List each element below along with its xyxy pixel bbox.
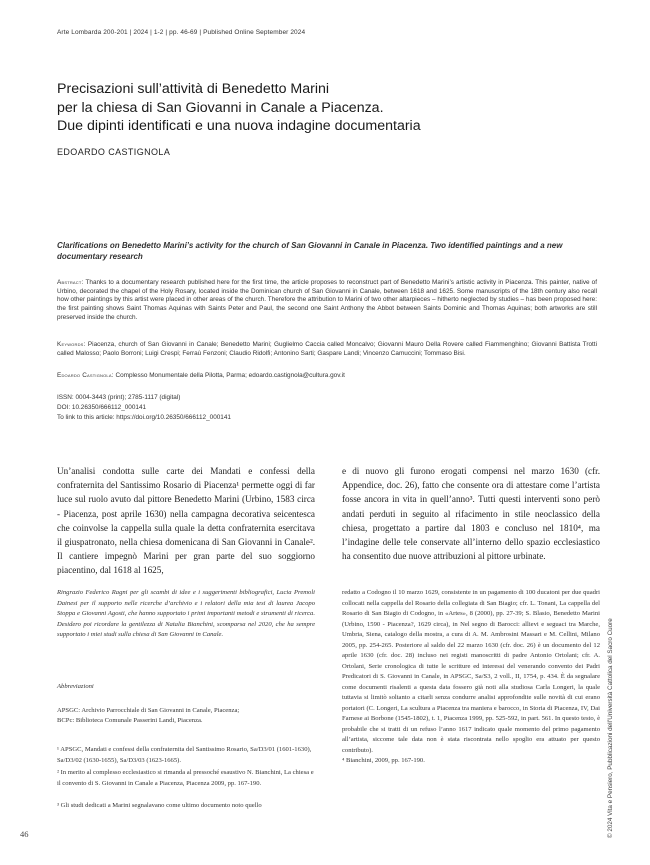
- copyright-side-text: © 2024 Vita e Pensiero, Pubblicazioni dell’Università Cattolica del Sacro Cuore: [607, 618, 614, 838]
- abstract-text: Thanks to a documentary research published here for the first time, the article proposes to reconstruct part of Benedetto Marini’s artistic activity in Piacenza. This painter, native of Urbino, decorated the chapel of the Holy Rosary, located inside the Dominican church of San Giovanni in Canale, between 1618 and 1625. Some manuscripts of the 18th century also recall how other paintings by this artist were placed in other areas of the church. Therefore the attribution to Marini of two other altarpieces – hitherto neglected by studies – has been proposed here: the first painting shows Saint Thomas Aquinas with Saints Peter and Paul, the second one Saint Anthony the Abbot between Saints Dominic and Thomas Aquinas; both artworks are still preserved inside the church.: [57, 279, 597, 321]
- body-paragraph: Un’analisi condotta sulle carte dei Mandati e confessi della confraternita del Santissimo Rosario di Piacenza¹ permette oggi di far luce sul ruolo avuto dal pittore Benedetto Marini (Urbino, 1583 circa - Piacenza, post aprile 1630) nella campagna decorativa seicentesca che coinvolse la cappella sulla quale la detta confraternita esercitava il giuspatronato, nella chiesa domenicana di San Giovanni in Canale². Il cantiere impegnò Marini per gran parte del suo soggiorno piacentino, dal 1618 al 1625,: [57, 466, 315, 576]
- footnote: ¹ APSGC, Mandati e confessi della confraternita del Santissimo Rosario, Sa/D3/01 (1601-1630), Sa/D3/02 (1630-1655), Sa/D3/03 (1623-1665).: [57, 746, 312, 764]
- article-identifiers: [57, 393, 231, 423]
- keywords-label: Keywords:: [57, 341, 86, 348]
- footnote: ⁴ Bianchini, 2009, pp. 167-190.: [342, 757, 425, 764]
- author-affiliation: [57, 372, 597, 381]
- affiliation-label: Edoardo Castignola:: [57, 372, 114, 379]
- title-line: per la chiesa di San Giovanni in Canale a Piacenza.: [57, 99, 384, 116]
- english-title: Clarifications on Benedetto Marini’s activity for the church of San Giovanni in Canale in Piacenza. Two identified paintings and a new documentary research: [57, 241, 563, 261]
- footnote: ³ Gli studi dedicati a Marini segnalavano come ultimo documento noto quello: [57, 802, 262, 809]
- keywords: [57, 341, 597, 358]
- acknowledgment: Ringrazio Federico Ragni per gli scambi di idee e i suggerimenti bibliografici, Lucia Premoli Dainesi per il supporto nelle ricerche d’archivio e i relatori della mia tesi di laurea Jacopo Stoppa e Giovanni Agosti, che hanno supportato i primi importanti metodi e strumenti di ricerca. Desidero poi ricordare la gentilezza di Natalia Bianchini, scomparsa nel 2020, che ha sempre supportato i miei studi sulla chiesa di San Giovanni in Canale.: [57, 589, 315, 638]
- title-line: Due dipinti identificati e una nuova indagine documentaria: [57, 118, 421, 134]
- abbreviation-item: BCPc: Biblioteca Comunale Passerini Landi, Piacenza.: [57, 717, 203, 724]
- affiliation-text: Complesso Monumentale della Pilotta, Parma; edoardo.castignola@cultura.gov.it: [113, 372, 345, 379]
- body-paragraph: e di nuovo gli furono erogati compensi nel marzo 1630 (cfr. Appendice, doc. 26), fatto che consente ora di attestare come l’artista fosse ancora in vita in quell’anno³. Tutti questi interventi sono però andati perduti in seguito al rifacimento in stile neoclassico della chiesa, progettato a partire dal 1803 e concluso nel 1810⁴, ma l’indagine delle tele conservate all’interno dello spazio ecclesiastico ha consentito due nuove attribuzioni al pittore urbinate.: [342, 466, 600, 562]
- doi: DOI: 10.26350/666112_000141: [57, 404, 147, 411]
- body-column-right: [342, 464, 600, 563]
- footnote-column-left: [57, 588, 315, 809]
- page-number: 46: [20, 829, 29, 839]
- abbreviation-item: APSGC: Archivio Parrocchiale di San Giovanni in Canale, Piacenza;: [57, 707, 240, 714]
- abstract-label: Abstract:: [57, 279, 84, 286]
- abstract: [57, 279, 597, 323]
- footnote: redatto a Codogno il 10 marzo 1629, consistente in un pagamento di 100 ducatoni per due quadri collocati nella cappella del Rosario della collegiata di San Biagio; cfr. L. Tonani, La cappella del Rosario di San Biagio di Codogno, in «Artes», 8 (2000), pp. 27-39; S. Blasio, Benedetto Marini (Urbino, 1590 - Piacenza?, 1629 circa), in Nel segno di Barocci: allievi e seguaci tra Marche, Umbria, Siena, catalogo della mostra, a cura di A. M. Ambrosini Massari e M. Cellini, Milano 2005, pp. 254-265. Posteriore al saldo del 22 marzo 1630 (cfr. doc. 26) è un documento del 12 aprile 1630 (cfr. doc. 28) incluso nei registi manoscritti di padre Antonio Ortolani; cfr. A. Ortolani, Serie cronologica di tutte le scritture ed interessi del venerando convento dei Padri Predicatori di S. Giovanni in Canale, in APSGC, Sa/S3, 2 voll., II, 1754, p. 434. È da segnalare come documenti risalenti a questa data fossero già noti alla studiosa Carla Longeri, la quale tuttavia si limitò soltanto a citarli senza condurre analisi approfondite sulle novità di cui erano portatori (C. Longeri, La scultura a Piacenza tra maniera e barocco, in Storia di Piacenza, IV, Dai Farnese ai Borbone (1545-1802), t. 1, Piacenza 1999, pp. 525-592, in part. 561. In questo testo, è probabile che si tratti di un refuso l’anno 1617 indicato quale momento del primo pagamento all’artista, siccome tale data non è stata riscontrata nello spoglio era attuato per questo contributo).: [342, 589, 600, 754]
- footnote: ² In merito al complesso ecclesiastico si rimanda al pressoché esaustivo N. Bianchini, La chiesa e il convento di S. Giovanni in Canale a Piacenza, Piacenza 2009, pp. 167-190.: [57, 769, 314, 787]
- abbreviations-heading: Abbreviazioni: [57, 683, 94, 690]
- article-title: [57, 80, 421, 136]
- article-link[interactable]: To link to this article: https://doi.org/10.26350/666112_000141: [57, 414, 231, 421]
- footnote-column-right: [342, 588, 600, 767]
- journal-header: Arte Lombarda 200-201 | 2024 | 1-2 | pp. 46-69 | Published Online September 2024: [57, 29, 306, 36]
- author-name: EDOARDO CASTIGNOLA: [57, 147, 171, 157]
- title-line: Precisazioni sull’attività di Benedetto Marini: [57, 81, 330, 97]
- issn: ISSN: 0004-3443 (print); 2785-1117 (digital): [57, 394, 181, 401]
- body-column-left: [57, 464, 315, 578]
- keywords-text: Piacenza, church of San Giovanni in Canale; Benedetto Marini; Guglielmo Caccia called Moncalvo; Giovanni Mauro Della Rovere called Fiammenghino; Giovanni Battista Trotti called Malosso; Paolo Borroni; Luigi Crespi; Ferraù Fenzoni; Claudio Ridolfi; Antonino Sarti; Gaspare Landi; Vincenzo Camuccini; Tommaso Bisi.: [57, 341, 597, 357]
